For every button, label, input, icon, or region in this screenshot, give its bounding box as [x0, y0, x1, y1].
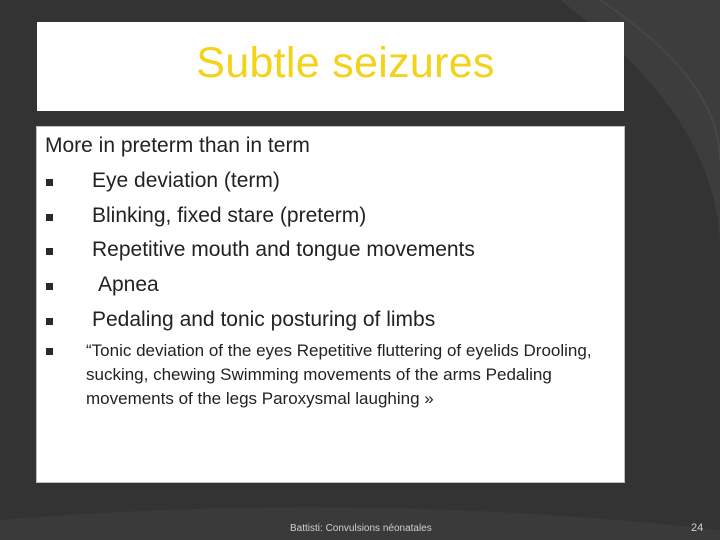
bullet-text: Blinking, fixed stare (preterm) — [92, 204, 367, 227]
square-bullet-icon — [46, 179, 53, 186]
bullet-item — [37, 167, 624, 197]
square-bullet-icon — [46, 214, 53, 221]
quote-text: “Tonic deviation of the eyes Repetitive fluttering of eyelids Drooling, sucking, chewing Swimming movements of the arms Pedaling movements of the legs Paroxysmal laughing » — [86, 341, 592, 408]
bullet-text: Repetitive mouth and tongue movements — [92, 238, 475, 261]
lead-text: More in preterm than in term — [45, 134, 310, 157]
content-box — [36, 126, 625, 483]
square-bullet-icon — [46, 318, 53, 325]
slide-title: Subtle seizures — [196, 39, 495, 87]
square-bullet-icon — [46, 348, 53, 355]
bullet-item — [37, 271, 624, 301]
bullet-item — [37, 236, 624, 266]
square-bullet-icon — [46, 283, 53, 290]
title-box — [37, 22, 624, 111]
bullet-text: Eye deviation (term) — [92, 169, 280, 192]
footer-text: Battisti: Convulsions néonatales — [290, 523, 432, 534]
bullet-item — [37, 202, 624, 232]
bullet-item — [37, 306, 624, 336]
bullet-text: Apnea — [98, 273, 159, 296]
square-bullet-icon — [46, 248, 53, 255]
page-number: 24 — [691, 522, 704, 534]
bullet-text: Pedaling and tonic posturing of limbs — [92, 308, 436, 331]
